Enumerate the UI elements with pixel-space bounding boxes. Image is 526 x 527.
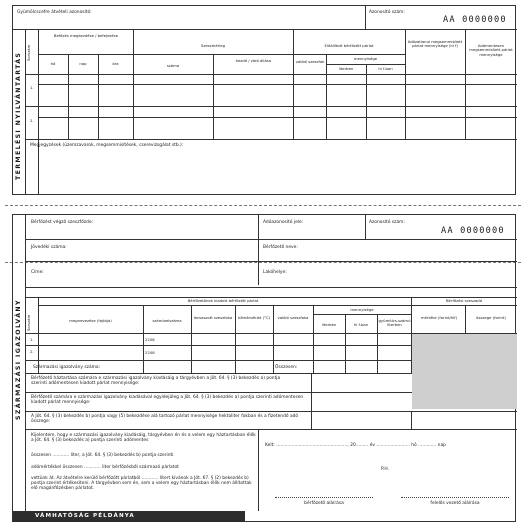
col-adomentes: Adómentesen megsemmisített párlat mennyisége <box>469 43 513 57</box>
col-eloallitott: Előállított bérfőzött párlat <box>324 43 374 48</box>
declaration-1: Kijelentem, hogy e származási igazolvány kiadásáig, tárgyévben én és a velem egy háztartásban élők a Jöt. 64. § (3) bekezdés a) pontja szerinti adómentes <box>31 433 256 444</box>
kelt-line[interactable]: Kelt: ..................................................., 20......... év ........................ hó ............. nap <box>265 443 446 448</box>
origin-certificate-form <box>12 214 516 522</box>
col-kezdo-zaro: kezdő / záró állása <box>235 58 272 63</box>
row-1-num: 1. <box>30 85 34 90</box>
col-adozatlanul: Adózatlanul megsemmisített párlat mennyisége (hl f) <box>407 39 463 49</box>
sign-right-label: felelős vezető aláírása <box>430 501 480 506</box>
col-literben: literben <box>338 66 354 71</box>
notes-label[interactable]: Megjegyzések (üzemzavarok, megsemmisítések, cserevizsgálat stb.): <box>30 143 184 148</box>
paragraph-2: Bérfőzető számára e származási igazolvány kiadásával egyidejűleg a Jöt. 64. § (3) bekezdés a) pontja szerinti adómentesen kiadott párlat mennyisége: <box>31 395 304 406</box>
address-field[interactable]: Címe: <box>31 270 44 275</box>
col-sorszam-label: Sorszám <box>26 44 31 62</box>
col-line <box>411 411 412 429</box>
col-szeszmerleg: Szeszmérleg <box>200 43 226 48</box>
field-line <box>26 287 517 288</box>
paragraph-3: A Jöt. 64. § (3) bekezdés b) pontja vagy (5) bekezdése alá tartozó párlat mennyisége hektoliter fokban és a fizetendő adó összege: <box>31 414 299 425</box>
col-line <box>273 305 274 373</box>
col-line <box>213 54 214 139</box>
col-hl-ban-2: hl f-ban <box>353 322 369 327</box>
col-lecsaszott: lecsaszott szeszfoka <box>193 315 233 320</box>
col-literben-2: literben <box>321 322 337 327</box>
col-szama: száma <box>166 63 180 68</box>
col-line <box>366 64 367 139</box>
col-ho: hó <box>50 61 56 66</box>
col-valodi-2: valódi szeszfoka <box>277 315 309 320</box>
serial-number-2: AA 0000000 <box>441 226 505 236</box>
subheader-line <box>293 54 405 55</box>
col-gepkocsi: gyümölcs-számú literben <box>378 318 411 328</box>
col-sorszam-2-label: Sorszám <box>26 314 31 332</box>
col-mertek: mértéke (forint/hlf) <box>420 315 458 320</box>
serial-number: AA 0000000 <box>443 15 507 25</box>
col-mennyiseg: mennyisége <box>353 56 378 61</box>
col-sorszam-2 <box>27 307 37 341</box>
cert-count-label: Származási igazolvány száma: <box>33 365 101 370</box>
row-line <box>26 411 517 412</box>
total-label: Összesen: <box>275 365 298 370</box>
col-osszege: összege (forint) <box>476 315 506 320</box>
tear-line <box>5 205 521 206</box>
col-megnevezes: megnevezése (fajtája) <box>69 318 112 323</box>
col-line <box>38 297 39 373</box>
ph-label: P.H. <box>381 467 389 472</box>
col-line <box>311 373 312 429</box>
col-line <box>235 305 236 373</box>
row-2-num: 2. <box>30 118 34 123</box>
col-bfeszesz: Bérfőzési szeszadó <box>445 298 483 303</box>
col-szamla: számlaelszáma <box>152 318 182 323</box>
section-label-production: TERMELÉSI NYILVÁNTARTÁS <box>15 51 22 181</box>
footer-bar <box>13 511 245 522</box>
row-line <box>26 429 517 430</box>
col-nap: nap <box>79 61 87 66</box>
col-sorszam <box>27 36 37 72</box>
fruit-mash-field[interactable]: Gyümölcscefre átvételi azonosító: <box>17 10 92 15</box>
production-record-form <box>12 5 516 195</box>
col-mennyiseg-2: mennyisége <box>350 307 374 312</box>
col-valodi: valódi szeszfok <box>295 59 325 64</box>
sign-line-right <box>401 497 509 498</box>
row-line <box>26 392 412 393</box>
row-line <box>38 84 517 85</box>
header-divider <box>13 29 517 30</box>
id-field-label-2: Azonosító szám: <box>369 220 405 225</box>
col-kiadott: Bérfőzetőnek kiadott bérfőzött párlat <box>187 298 259 303</box>
col-line <box>98 54 99 139</box>
col-ora: óra <box>112 61 119 66</box>
field-line <box>26 261 517 262</box>
col-line <box>191 305 192 373</box>
row-1-num-2: 1. <box>30 337 34 342</box>
row-2-code: 2208 <box>145 350 155 355</box>
row-line <box>38 117 517 118</box>
section-label-certificate: SZÁRMAZÁSI IGAZOLVÁNY <box>15 299 22 421</box>
subheader-line <box>38 54 133 55</box>
row-1-code: 2208 <box>145 337 155 342</box>
id-field-label: Azonosító szám: <box>369 10 405 15</box>
table-header-divider <box>26 74 517 75</box>
row-line <box>26 373 412 374</box>
col-line <box>143 305 144 373</box>
subheader-line <box>26 297 517 298</box>
row-line <box>26 106 517 107</box>
excise-field[interactable]: Jövedéki száma: <box>31 245 67 250</box>
customer-name-field[interactable]: Bérfőzető neve: <box>263 245 298 250</box>
col-line <box>258 429 259 511</box>
declaration-4: vettünk át. Az átvételre kerülő bérfőzött párlatból ............ litert kívánok a Jöt. 67. § (2) bekezdés b) pontja szerint értékesíteni. A tárgyévben sem én, sem a velem egy háztartásban élők nem állítottak elő magánfőzésben párlatot. <box>31 476 252 492</box>
subheader-line <box>313 314 411 315</box>
field-divider <box>258 215 259 285</box>
row-line <box>26 139 517 140</box>
row-line <box>26 345 412 346</box>
tax-id-field[interactable]: Adóazonosító jele: <box>263 220 304 225</box>
field-line <box>26 239 517 240</box>
footer-label: VÁMHATÓSÁG PÉLDÁNYA <box>35 513 135 519</box>
col-hl-ban: hl f-ban <box>378 66 393 71</box>
declaration-3: adómértékkel összesen ............ liter bérfőzésből származó párlatot <box>31 465 179 470</box>
row-2-num-2: 2. <box>30 349 34 354</box>
col-bef-kezdete: Befőzés megkezdése / befejezése <box>53 33 119 38</box>
subheader-line <box>38 305 517 306</box>
col-line <box>68 54 69 139</box>
col-homerseklet: hőmérséklet (°C) <box>237 315 271 320</box>
row-line <box>26 360 412 361</box>
tax-gray-cell <box>412 334 517 409</box>
field-divider <box>365 215 366 239</box>
residence-field[interactable]: Lakóhelye: <box>263 270 287 275</box>
declaration-2: összesen ............ liter, a Jöt. 64. § (3) bekezdés b) pontja szerinti <box>31 453 174 458</box>
sign-line-left <box>275 497 373 498</box>
paragraph-1: Bérfőzető háztartása számára e származási igazolvány kiadásáig a tárgyévben a Jöt. 64. § (3) bekezdés a) pontja szerinti adómentesen kiadott párlat mennyisége: <box>31 376 281 387</box>
col-line <box>313 360 314 373</box>
sign-left-label: bérfőzető aláírása <box>304 501 344 506</box>
distiller-field[interactable]: Bérfőzést végző szeszfőzde: <box>31 220 94 225</box>
